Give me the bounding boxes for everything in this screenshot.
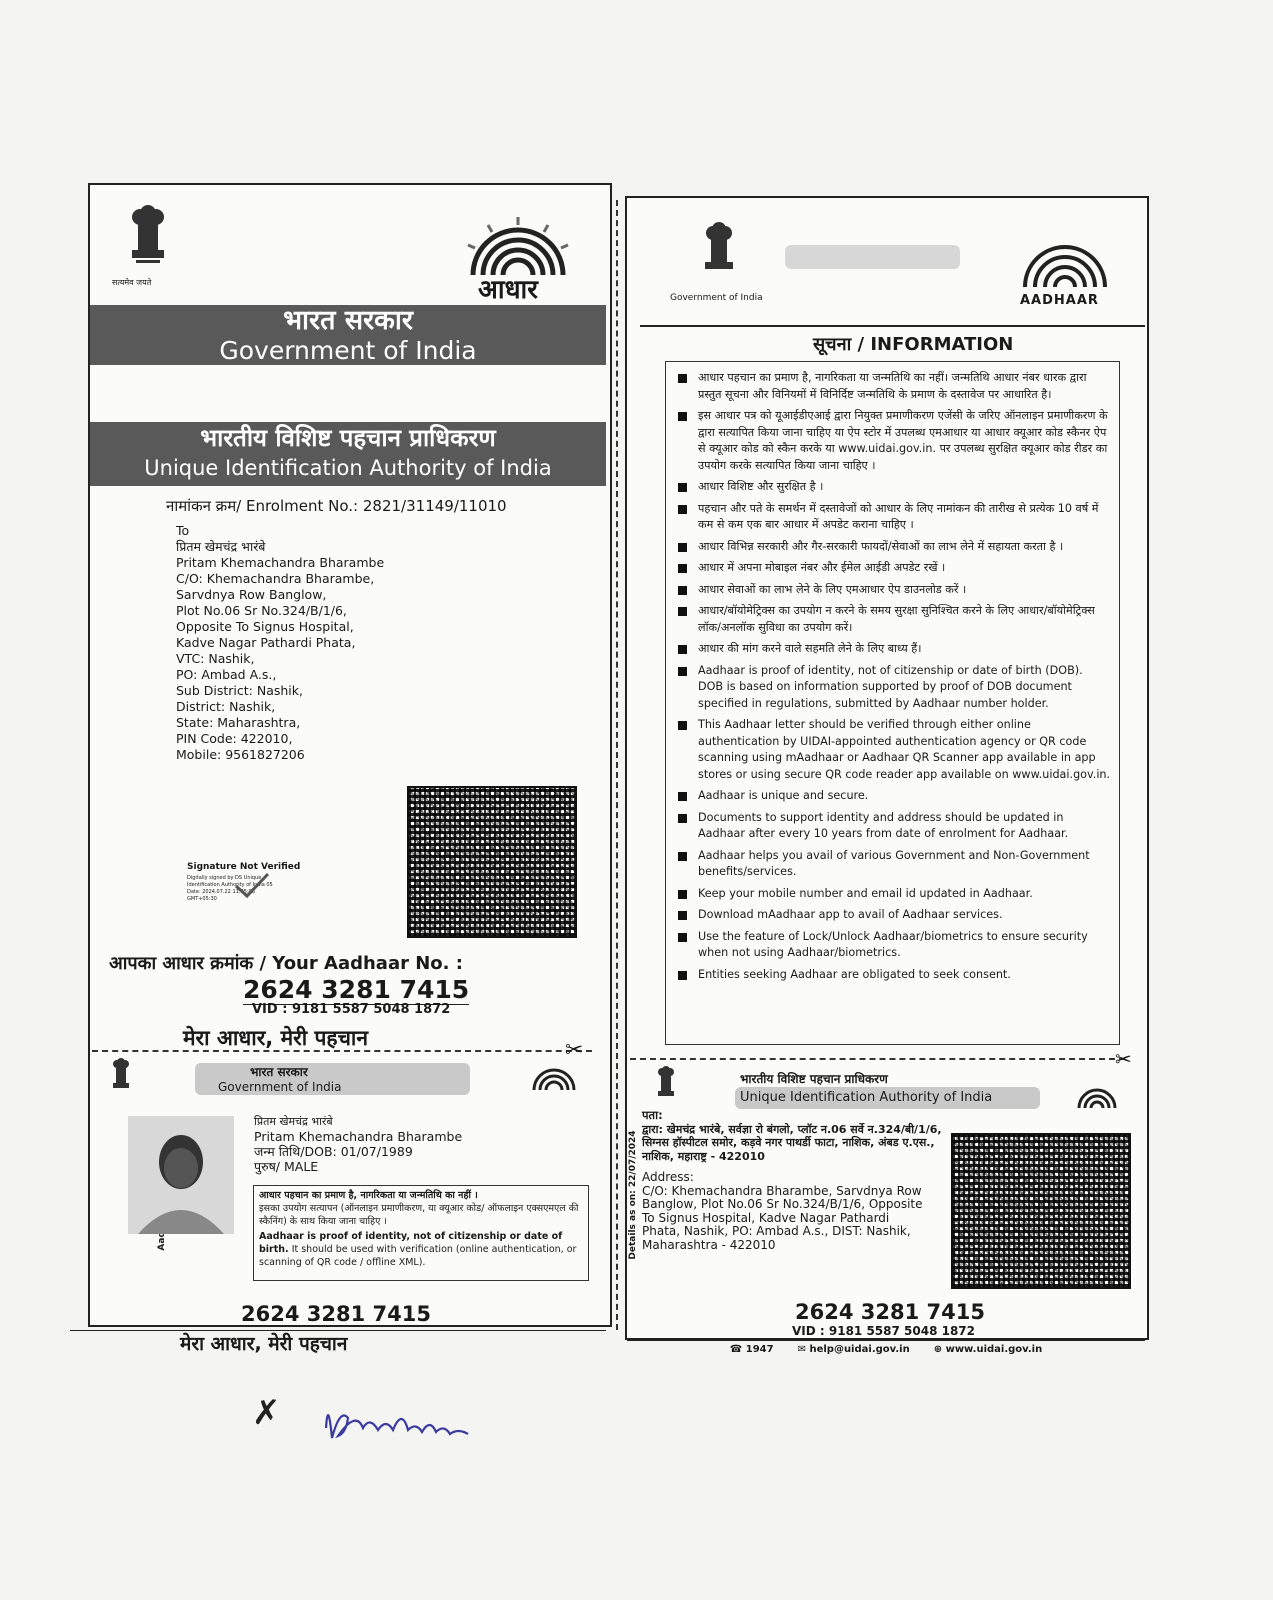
cut-line-left — [92, 1050, 592, 1052]
uidai-hi: भारतीय विशिष्ट पहचान प्राधिकरण — [200, 424, 496, 452]
addr-hi: द्वारा: खेमचंद्र भारंबे, सर्वज्ञा रो बंगलो, प्लॉट न.06 सर्वे न.324/बी/1/6, सिग्नस हॉस्पीटल समोर, कड़वे नगर पाथर्डी फाटा, नाशिक, अंबड ए.एस., नाशिक, महाराष्ट्र - 422010 — [642, 1122, 942, 1163]
address-line: To — [176, 523, 190, 538]
card-note-en-bold: Aadhaar is proof of identity, not of citizenship or date of birth. — [259, 1231, 563, 1255]
card-gov-hi: भारत सरकार — [250, 1065, 308, 1079]
info-item: Download mAadhaar app to avail of Aadhaar services. — [678, 907, 1111, 924]
address-line: Plot No.06 Sr No.324/B/1/6, — [176, 603, 347, 618]
info-item: Entities seeking Aadhaar are obligated to seek consent. — [678, 967, 1111, 984]
card-aadhaar-logo-icon — [528, 1062, 580, 1096]
signature-status: Signature Not Verified — [187, 862, 301, 872]
address-line: District: Nashik, — [176, 699, 276, 714]
right-aadhaar-logo-text: AADHAAR — [1020, 293, 1099, 308]
card-gender: पुरुष/ MALE — [254, 1159, 319, 1174]
card-back-number: 2624 3281 7415 — [795, 1300, 985, 1324]
gov-india-band — [90, 305, 606, 365]
vid-main: VID : 9181 5587 5048 1872 — [252, 1002, 451, 1017]
info-item: आधार विभिन्न सरकारी और गैर-सरकारी फायदों/सेवाओं का लाभ लेने में सहायता करता है । — [678, 539, 1111, 556]
person-photo-icon — [128, 1116, 234, 1234]
cut-line-right — [630, 1058, 1125, 1060]
gov-en: Government of India — [219, 336, 477, 365]
addr-en: C/O: Khemachandra Bharambe, Sarvdnya Row Banglow, Plot No.06 Sr No.324/B/1/6, Opposite To Signus Hospital, Kadve Nagar Pathardi Phata, Nashik, PO: Ambad A.s., DIST: Nashik, Maharashtra - 422010 — [642, 1183, 923, 1252]
info-item: आधार/बॉयोमेट्रिक्स का उपयोग न करने के समय सुरक्षा सुनिश्चित करने के लिए आधार/बॉयोमेट्रिक्स लॉक/अनलॉक सुविधा का उपयोग करें। — [678, 603, 1111, 636]
scissors-icon-right: ✂ — [1115, 1047, 1132, 1071]
card-front-number: 2624 3281 7415 — [241, 1302, 431, 1326]
info-item: Aadhaar is proof of identity, not of citizenship or date of birth (DOB). DOB is based on information supported by proof of DOB document specified in regulations, submitted by Aadhaar number holder. — [678, 663, 1111, 713]
card-front-tagline: मेरा आधार, मेरी पहचान — [180, 1333, 348, 1355]
globe-icon: ⊕ — [933, 1344, 943, 1355]
card-back-uidai-hi: भारतीय विशिष्ट पहचान प्राधिकरण — [740, 1072, 888, 1086]
info-list — [678, 370, 1111, 983]
info-title: सूचना / INFORMATION — [813, 334, 1014, 355]
card-back-address — [642, 1109, 942, 1252]
info-item: आधार सेवाओं का लाभ लेने के लिए एमआधार ऐप डाउनलोड करें । — [678, 582, 1111, 599]
info-item: आधार में अपना मोबाइल नंबर और ईमेल आईडी अपडेट रखें । — [678, 560, 1111, 577]
your-aadhaar-label: आपका आधार क्रमांक / Your Aadhaar No. : — [109, 953, 463, 974]
info-item: आधार विशिष्ट और सुरक्षित है । — [678, 479, 1111, 496]
address-line: VTC: Nashik, — [176, 651, 255, 666]
info-item: Aadhaar is unique and secure. — [678, 788, 1111, 805]
national-emblem-icon — [118, 205, 178, 275]
email-contact: ✉ help@uidai.gov.in — [797, 1344, 910, 1355]
info-item: Use the feature of Lock/Unlock Aadhaar/biometrics to ensure security when not using Aadhaar/biometrics. — [678, 929, 1111, 962]
card-note-box — [253, 1185, 589, 1281]
card-note-en-rest: It should be used with verification (online authentication, or scanning of QR code / offline XML). — [259, 1244, 577, 1268]
signature-detail: Digitally signed by DS Unique Identification Authority of India 05 Date: 2024.07.22 11:05:08 GMT+05:30 — [187, 875, 273, 902]
web-contact: ⊕ www.uidai.gov.in — [933, 1344, 1043, 1355]
gov-hi: भारत सरकार — [283, 305, 413, 336]
handwritten-mark-icon: ✗ — [252, 1393, 281, 1433]
details-as-on: Details as on: 22/07/2024 — [628, 1130, 638, 1260]
info-item: This Aadhaar letter should be verified through either online authentication by UIDAI-appointed authentication agency or QR code scanning using mAadhaar or Aadhaar QR Scanner app available in app stores or using secure QR code reader app available on www.uidai.gov.in. — [678, 717, 1111, 783]
right-emblem-icon — [695, 222, 743, 287]
address-line: Pritam Khemachandra Bharambe — [176, 555, 385, 570]
info-box — [665, 361, 1120, 1045]
address-line: State: Maharashtra, — [176, 715, 301, 730]
info-item: पहचान और पते के समर्थन में दस्तावेजों को आधार के लिए नामांकन की तारीख से प्रत्येक 10 वर्ष में कम से कम एक बार आधार में अपडेट कराना चाहिए । — [678, 501, 1111, 534]
card-gov-en: Government of India — [218, 1080, 342, 1094]
footer-contact-bar — [627, 1340, 1145, 1355]
email-icon: ✉ — [797, 1344, 806, 1355]
card-name-en: Pritam Khemachandra Bharambe — [254, 1129, 463, 1144]
address-line: Opposite To Signus Hospital, — [176, 619, 354, 634]
card-name-hi: प्रितम खेमचंद्र भारंबे — [254, 1115, 333, 1128]
address-line: Sub District: Nashik, — [176, 683, 303, 698]
info-item: आधार पहचान का प्रमाण है, नागरिकता या जन्मतिथि का नहीं। जन्मतिथि आधार नंबर धारक द्वारा प्रस्तुत सूचना और विनियमों में विनिर्दिष्ट जन्मतिथि के प्रमाण के दस्तावेज पर आधारित है। — [678, 370, 1111, 403]
card-back-uidai-en: Unique Identification Authority of India — [740, 1090, 993, 1105]
address-line: PO: Ambad A.s., — [176, 667, 277, 682]
info-item: आधार की मांग करने वाले सहमति लेने के लिए बाध्य हैं। — [678, 641, 1111, 658]
right-aadhaar-logo-icon — [1015, 235, 1115, 295]
info-item: Documents to support identity and address should be updated in Aadhaar after every 10 years from date of enrolment for Aadhaar. — [678, 810, 1111, 843]
card-dob: जन्म तिथि/DOB: 01/07/1989 — [254, 1144, 413, 1159]
info-item: Keep your mobile number and email id updated in Aadhaar. — [678, 886, 1111, 903]
address-line: PIN Code: 422010, — [176, 731, 293, 746]
uidai-band — [90, 422, 606, 486]
qr-code-main — [407, 786, 577, 938]
handwritten-signature — [318, 1388, 478, 1458]
aadhaar-logo-text: आधार — [478, 275, 538, 305]
phone-icon: ☎ — [729, 1344, 743, 1355]
address-line: C/O: Khemachandra Bharambe, — [176, 571, 375, 586]
emblem-caption: सत्यमेव जयते — [112, 278, 152, 287]
enrolment-number: नामांकन क्रम/ Enrolment No.: 2821/31149/11010 — [166, 497, 507, 515]
info-item: Aadhaar helps you avail of various Government and Non-Government benefits/services. — [678, 848, 1111, 881]
uidai-en: Unique Identification Authority of India — [144, 456, 552, 480]
card-back-vid: VID : 9181 5587 5048 1872 — [792, 1324, 975, 1338]
card-emblem-icon — [106, 1057, 136, 1097]
signature-check-icon — [232, 870, 272, 900]
card-note-en — [259, 1230, 583, 1269]
tagline-main: मेरा आधार, मेरी पहचान — [183, 1026, 368, 1050]
right-header-smudge — [785, 245, 960, 269]
info-item: इस आधार पत्र को यूआईडीएआई द्वारा नियुक्त प्रमाणीकरण एजेंसी के जरिए ऑनलाइन प्रमाणीकरण के द्वारा सत्यापित किया जाना चाहिए या ऐप स्टोर में उपलब्ध एमआधार या आधार क्यूआर कोड स्कैनर ऐप से क्यूआर कोड को स्कैन करके या www.uidai.gov.in. पर उपलब्ध सुरक्षित क्यूआर कोड रीडर का उपयोग करके सत्यापित किया जाना चाहिए । — [678, 408, 1111, 474]
scissors-icon: ✂ — [565, 1038, 584, 1063]
cut-line-vertical — [616, 200, 618, 1330]
addr-en-label: Address: — [642, 1170, 694, 1184]
addr-hi-label: पता: — [642, 1108, 663, 1122]
card-photo — [128, 1116, 234, 1234]
card-back-aadhaar-logo-icon — [1074, 1082, 1120, 1112]
card-note-hi-1: आधार पहचान का प्रमाण है, नागरिकता या जन्मतिथि का नहीं । — [259, 1190, 478, 1201]
phone-contact: ☎ 1947 — [729, 1344, 774, 1355]
address-line: प्रितम खेमचंद्र भारंबे — [176, 539, 266, 554]
address-line: Mobile: 9561827206 — [176, 747, 305, 762]
recipient-address — [176, 523, 436, 763]
aadhaar-number-main: 2624 3281 7415 — [243, 975, 470, 1004]
card-note-hi-2: इसका उपयोग सत्यापन (ऑनलाइन प्रमाणीकरण, या क्यूआर कोड/ ऑफलाइन एक्सएमएल की स्कैनिंग) के साथ किया जाना चाहिए । — [259, 1203, 579, 1227]
card-back-emblem-icon — [651, 1065, 681, 1107]
address-line: Kadve Nagar Pathardi Phata, — [176, 635, 356, 650]
address-line: Sarvdnya Row Banglow, — [176, 587, 327, 602]
qr-code-card-back — [951, 1133, 1131, 1289]
right-header-rule — [640, 325, 1145, 327]
card-details — [254, 1114, 462, 1174]
right-emblem-caption: Government of India — [670, 293, 763, 303]
